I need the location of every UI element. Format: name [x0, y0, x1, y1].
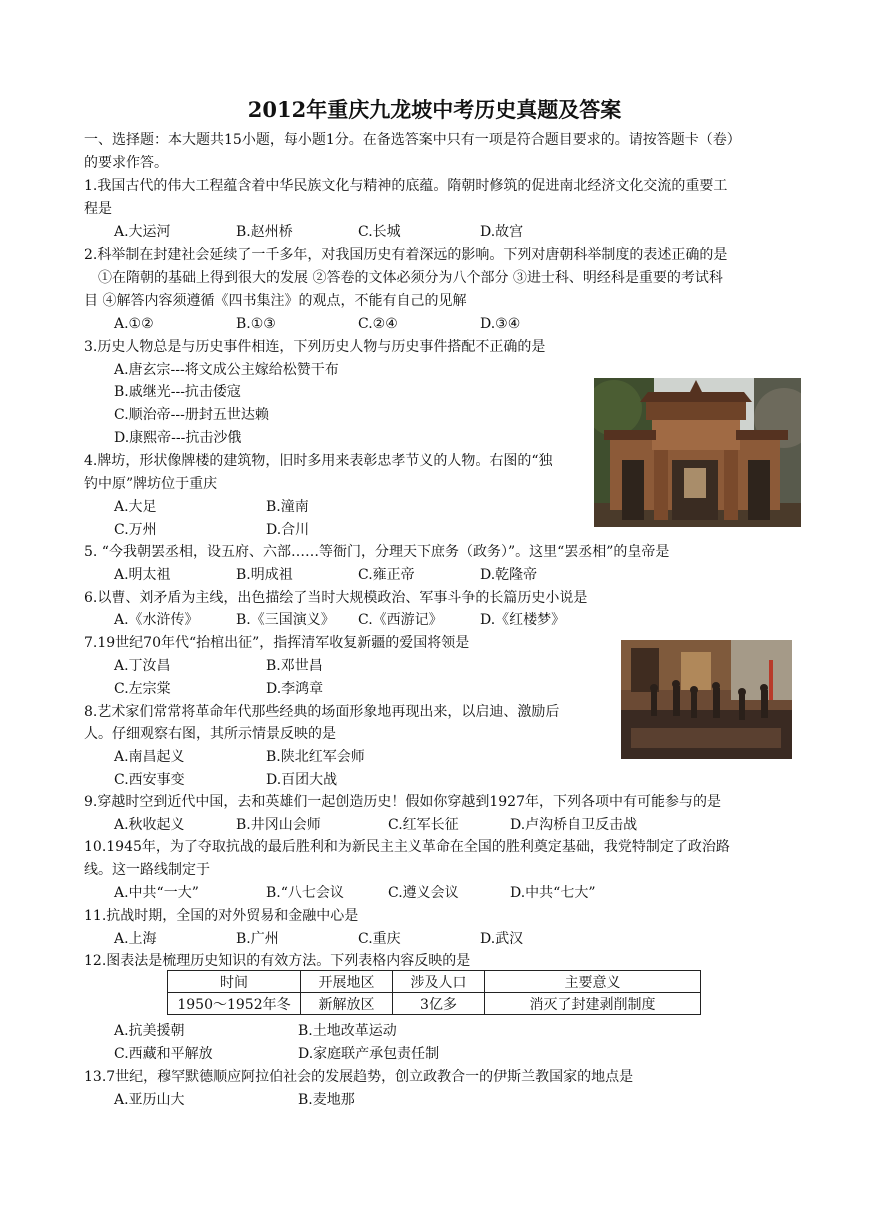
option-a: A.抗美援朝: [114, 1023, 185, 1039]
question-3-stem: 3.历史人物总是与历史事件相连，下列历史人物与历史事件搭配不正确的是: [84, 339, 546, 355]
land-reform-table: [167, 970, 701, 1015]
option-d: D.武汉: [480, 931, 524, 947]
option-d: D.百团大战: [266, 772, 338, 788]
option-b: B.土地改革运动: [298, 1023, 397, 1039]
table-header-cell: 主要意义: [485, 971, 701, 993]
option-d: D.李鸿章: [266, 681, 324, 697]
option-b: B.《三国演义》: [236, 612, 335, 628]
question-7-stem: 7.19世纪70年代“抬棺出征”，指挥清军收复新疆的爱国将领是: [84, 635, 470, 651]
option-b: B.“八七会议: [266, 885, 344, 901]
table-header-cell: 涉及人口: [393, 971, 485, 993]
option-b: B.邓世昌: [266, 658, 323, 674]
option-d: D.中共“七大”: [510, 885, 596, 901]
question-4-stem: 4.牌坊，形状像牌楼的建筑物，旧时多用来表彰忠孝节义的人物。右图的“独: [84, 453, 553, 469]
option-c: C.《西游记》: [358, 612, 443, 628]
question-12-stem: 12.图表法是梳理历史知识的有效方法。下列表格内容反映的是: [84, 953, 471, 969]
question-1-stem: 1.我国古代的伟大工程蕴含着中华民族文化与精神的底蕴。隋朝时修筑的促进南北经济文化交流的重要工: [84, 178, 728, 194]
page-title: 2012年重庆九龙坡中考历史真题及答案: [247, 97, 622, 122]
question-1-stem: 程是: [84, 201, 112, 217]
question-13-stem: 13.7世纪，穆罕默德顺应阿拉伯社会的发展趋势，创立政教合一的伊斯兰教国家的地点是: [84, 1069, 634, 1085]
option-a: A.中共“一大”: [114, 885, 199, 901]
question-10-stem: 10.1945年，为了夺取抗战的最后胜利和为新民主主义革命在全国的胜利奠定基础，我党特制定了政治路: [84, 839, 730, 855]
option-a: A.《水浒传》: [114, 612, 199, 628]
option-a: A.秋收起义: [114, 817, 185, 833]
question-10-stem: 线。这一路线制定于: [84, 862, 210, 878]
option-b: B.赵州桥: [236, 224, 293, 240]
option-a: A.上海: [114, 931, 157, 947]
table-cell: 1950～1952年冬: [168, 993, 301, 1015]
option-d: D.故宫: [480, 224, 524, 240]
option-b: B.麦地那: [298, 1092, 355, 1108]
option-b: B.陕北红军会师: [266, 749, 365, 765]
option-c: C.万州: [114, 522, 157, 538]
question-9-stem: 9.穿越时空到近代中国，去和英雄们一起创造历史！假如你穿越到1927年，下列各项中有可能参与的是: [84, 794, 721, 810]
option-c: C.西安事变: [114, 772, 185, 788]
option-d: D.③④: [480, 316, 521, 332]
option-d: D.卢沟桥自卫反击战: [510, 817, 638, 833]
table-header-cell: 时间: [168, 971, 301, 993]
option-a: A.大运河: [114, 224, 171, 240]
option-c: C.长城: [358, 224, 401, 240]
option-d: D.《红楼梦》: [480, 612, 566, 628]
option-d: D.家庭联产承包责任制: [298, 1046, 440, 1062]
question-8-stem: 8.艺术家们常常将革命年代那些经典的场面形象地再现出来，以启迪、激励后: [84, 704, 560, 720]
table-row: [168, 993, 701, 1015]
section-intro-line: 的要求作答。: [84, 155, 168, 171]
option-b: B.井冈山会师: [236, 817, 321, 833]
option-c: C.西藏和平解放: [114, 1046, 213, 1062]
question-2-stem: ①在隋朝的基础上得到很大的发展 ②答卷的文体必须分为八个部分 ③进士科、明经科是重要的考试科: [98, 270, 723, 286]
option-c: C.左宗棠: [114, 681, 171, 697]
option-c: C.重庆: [358, 931, 401, 947]
question-6-stem: 6.以曹、刘矛盾为主线，出色描绘了当时大规模政治、军事斗争的长篇历史小说是: [84, 590, 588, 606]
question-8-stem: 人。仔细观察右图，其所示情景反映的是: [84, 726, 336, 742]
option-b: B.戚继光---抗击倭寇: [114, 384, 241, 400]
table-cell: 新解放区: [301, 993, 393, 1015]
section-intro-line: 一、选择题：本大题共15小题，每小题1分。在备选答案中只有一项是符合题目要求的。请按答题卡（卷）: [84, 132, 741, 148]
option-d: D.康熙帝---抗击沙俄: [114, 430, 242, 446]
option-b: B.潼南: [266, 499, 309, 515]
option-c: C.遵义会议: [388, 885, 459, 901]
option-a: A.丁汝昌: [114, 658, 171, 674]
option-c: C.红军长征: [388, 817, 459, 833]
option-c: C.顺治帝---册封五世达赖: [114, 407, 269, 423]
question-5-stem: 5. “今我朝罢丞相，设五府、六部……等衙门，分理天下庶务（政务）”。这里“罢丞相”的皇帝是: [84, 544, 670, 560]
revolution-painting: [621, 640, 792, 759]
option-a: A.大足: [114, 499, 157, 515]
option-b: B.明成祖: [236, 567, 293, 583]
question-2-stem: 目 ④解答内容须遵循《四书集注》的观点，不能有自己的见解: [84, 293, 467, 309]
option-c: C.②④: [358, 316, 398, 332]
option-b: B.广州: [236, 931, 279, 947]
archway-photo: [594, 378, 801, 527]
question-2-stem: 2.科举制在封建社会延续了一千多年，对我国历史有着深远的影响。下列对唐朝科举制度的表述正确的是: [84, 247, 728, 263]
option-b: B.①③: [236, 316, 276, 332]
option-a: A.①②: [114, 316, 154, 332]
table-header-cell: 开展地区: [301, 971, 393, 993]
question-4-stem: 钓中原”牌坊位于重庆: [84, 476, 218, 492]
table-header-row: [168, 971, 701, 993]
question-11-stem: 11.抗战时期，全国的对外贸易和金融中心是: [84, 908, 359, 924]
option-c: C.雍正帝: [358, 567, 415, 583]
option-d: D.乾隆帝: [480, 567, 538, 583]
table-cell: 3亿多: [393, 993, 485, 1015]
option-d: D.合川: [266, 522, 310, 538]
option-a: A.亚历山大: [114, 1092, 185, 1108]
table-cell: 消灭了封建剥削制度: [485, 993, 701, 1015]
option-a: A.唐玄宗---将文成公主嫁给松赞干布: [114, 362, 339, 378]
option-a: A.南昌起义: [114, 749, 185, 765]
option-a: A.明太祖: [114, 567, 171, 583]
